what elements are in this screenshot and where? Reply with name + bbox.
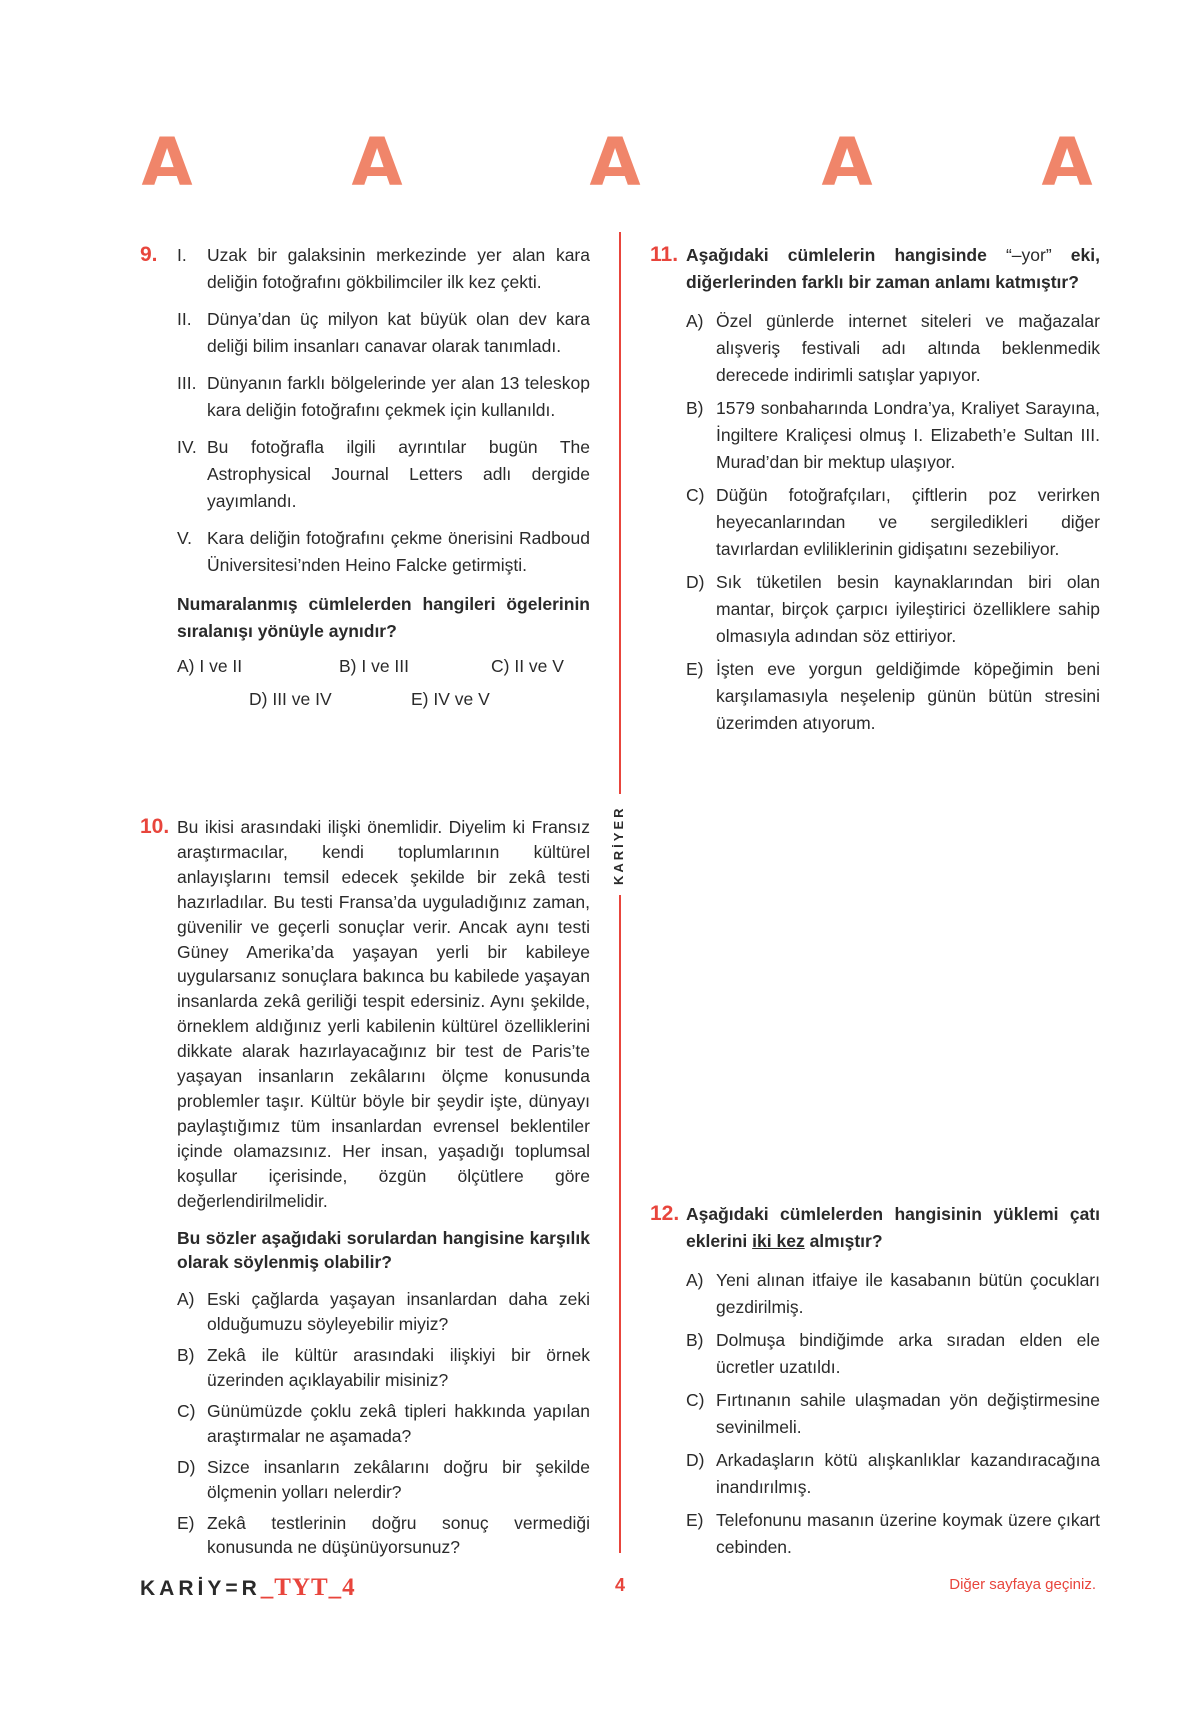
question-11-number: 11. bbox=[650, 243, 679, 266]
statement-ii: II. Dünya’dan üç milyon kat büyük olan dev kara deliği bilim insanları canavar olarak tanımladı. bbox=[177, 309, 590, 356]
booklet-letter-2: A bbox=[351, 124, 403, 201]
option-d[interactable]: D) Sık tüketilen besin kaynaklarından biri olan mantar, birçok çarpıcı iyileştirici özelliklere sahip olmasıyla adından söz ettiriyor. bbox=[686, 572, 1100, 646]
option-c[interactable]: C) Fırtınanın sahile ulaşmadan yön değiştirmesine sevinilmeli. bbox=[686, 1390, 1100, 1437]
next-page-note: Diğer sayfaya geçiniz. bbox=[949, 1576, 1096, 1593]
option-d[interactable]: D) III ve IV bbox=[249, 689, 332, 709]
question-9-stem: Numaralanmış cümlelerden hangileri ögelerinin sıralanışı yönüyle aynıdır? bbox=[177, 594, 590, 641]
option-a[interactable]: A) Eski çağlarda yaşayan insanlardan daha zeki olduğumuzu söyleyebilir miyiz? bbox=[177, 1289, 590, 1335]
column-divider-top bbox=[619, 232, 621, 794]
booklet-letter-4: A bbox=[821, 124, 873, 201]
question-9-options bbox=[177, 653, 590, 715]
booklet-letter-1: A bbox=[141, 124, 193, 201]
option-b[interactable]: B) Zekâ ile kültür arasındaki ilişkiyi bir örnek üzerinden açıklayabilir misiniz? bbox=[177, 1345, 590, 1391]
question-10-passage: Bu ikisi arasındaki ilişki önemlidir. Diyelim ki Fransız araştırmacılar, kendi toplumlarının kültürel anlayışlarını temsil edecek şekilde bir zekâ testi hazırladılar. Bu testi Fransa’da uyguladığınız zaman, güvenilir ve geçerli sonuçlar verir. Ancak aynı testi Güney Amerika’da yaşayan yerli bir kabileye uygularsanız sonuçlara bakınca bu kabilede yaşayan insanlarda zekâ geriliği tespit edersiniz. Aynı şekilde, örneklem aldığınız yerli kabilenin kültürel özelliklerini dikkate alarak hazırlayacağınız bir test de Paris’te yaşayan insanların zekâlarını ölçme konusunda problemler taşır. Kültür böyle bir şeydir işte, dünyayı paylaştığımız tüm insanlardan evrensel beklentiler içinde olamazsınız. Her insan, yaşadığı toplumsal koşullar içerisinde, özgün ölçütlere göre değerlendirilmelidir. bbox=[177, 817, 590, 1211]
option-a[interactable]: A) Yeni alınan itfaiye ile kasabanın bütün çocukları gezdirilmiş. bbox=[686, 1270, 1100, 1317]
option-b[interactable]: B) Dolmuşa bindiğimde arka sıradan elden ele ücretler uzatıldı. bbox=[686, 1330, 1100, 1377]
option-b[interactable]: B) 1579 sonbaharında Londra’ya, Kraliyet Sarayına, İngiltere Kraliçesi olmuş I. Elizabeth’e Sultan III. Murad’dan bir mektup ulaşıyor. bbox=[686, 398, 1100, 472]
footer-brand bbox=[140, 1574, 356, 1602]
option-e[interactable]: E) Zekâ testlerinin doğru sonuç vermediği konusunda ne düşünüyorsunuz? bbox=[177, 1512, 590, 1558]
option-d[interactable]: D) Sizce insanların zekâlarını doğru bir şekilde ölçmenin yolları nelerdir? bbox=[177, 1456, 590, 1502]
column-divider-bottom bbox=[619, 895, 621, 1553]
statement-iii: III. Dünyanın farklı bölgelerinde yer alan 13 teleskop kara deliğin fotoğrafını çekmek için kullanıldı. bbox=[177, 373, 590, 420]
question-10-stem: Bu sözler aşağıdaki sorulardan hangisine karşılık olarak söylenmiş olabilir? bbox=[177, 1227, 590, 1273]
question-10-number: 10. bbox=[140, 815, 170, 838]
question-12 bbox=[686, 1201, 1100, 1561]
brand-logo: KARİY=R bbox=[140, 1577, 261, 1600]
statement-i: I. Uzak bir galaksinin merkezinde yer alan kara deliğin fotoğrafını gökbilimciler ilk kez çekti. bbox=[177, 245, 590, 292]
option-e[interactable]: E) IV ve V bbox=[411, 689, 490, 709]
statement-iv: IV. Bu fotoğrafla ilgili ayrıntılar bugün The Astrophysical Journal Letters adlı dergide yayımlandı. bbox=[177, 437, 590, 511]
option-c[interactable]: C) Günümüzde çoklu zekâ tipleri hakkında yapılan araştırmalar ne aşamada? bbox=[177, 1400, 590, 1446]
booklet-letter-5: A bbox=[1041, 124, 1093, 201]
option-e[interactable]: E) Telefonunu masanın üzerine koymak üzere çıkart cebinden. bbox=[686, 1510, 1100, 1557]
question-12-stem: Aşağıdaki cümlelerden hangisinin yüklemi çatı eklerini iki kez almıştır? bbox=[686, 1204, 1100, 1251]
question-12-number: 12. bbox=[650, 1202, 680, 1225]
option-d[interactable]: D) Arkadaşların kötü alışkanlıklar kazandıracağına inandırılmış. bbox=[686, 1450, 1100, 1497]
option-c[interactable]: C) II ve V bbox=[491, 656, 564, 676]
question-10 bbox=[177, 815, 590, 1560]
option-a[interactable]: A) I ve II bbox=[177, 656, 243, 676]
option-c[interactable]: C) Düğün fotoğrafçıları, çiftlerin poz verirken heyecanlarından ve sergiledikleri diğer tavırlardan evliliklerinin gidişatını sezebiliyor. bbox=[686, 485, 1100, 559]
exam-code: _TYT_4 bbox=[260, 1574, 356, 1601]
option-b[interactable]: B) I ve III bbox=[339, 656, 410, 676]
booklet-letter-3: A bbox=[589, 124, 641, 201]
question-9 bbox=[177, 242, 590, 715]
question-11-stem: Aşağıdaki cümlelerin hangisinde “–yor” eki, diğerlerinden farklı bir zaman anlamı katmıştır? bbox=[686, 245, 1100, 292]
page-number: 4 bbox=[614, 1575, 625, 1595]
option-a[interactable]: A) Özel günlerde internet siteleri ve mağazalar alışveriş festivali adı altında beklenmedik derecede indirimli satışlar yapıyor. bbox=[686, 311, 1100, 385]
question-11 bbox=[686, 242, 1100, 737]
side-brand: KARİYER bbox=[611, 800, 631, 890]
option-e[interactable]: E) İşten eve yorgun geldiğimde köpeğimin beni karşılamasıyla neşelenip günün bütün stresini üzerimden atıyorum. bbox=[686, 659, 1100, 733]
question-9-number: 9. bbox=[140, 243, 158, 266]
statement-v: V. Kara deliğin fotoğrafını çekme önerisini Radboud Üniversitesi’nden Heino Falcke getirmişti. bbox=[177, 528, 590, 575]
